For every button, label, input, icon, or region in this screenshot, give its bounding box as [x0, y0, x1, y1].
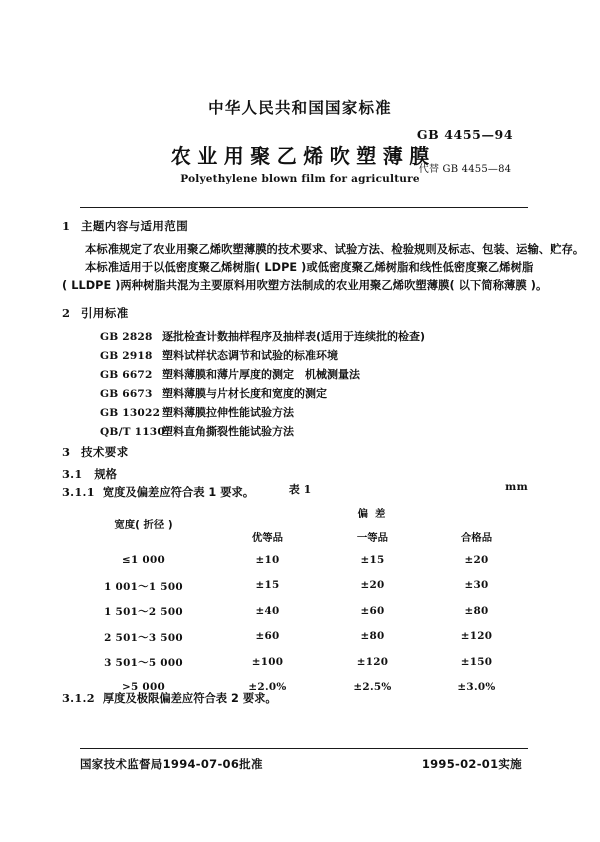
cell-qualified: ±150 [460, 655, 493, 668]
cell-qualified: ±20 [464, 553, 489, 566]
table-row [72, 649, 528, 675]
cell-qualified: ±120 [460, 630, 493, 643]
table-1-caption: 表 1 [288, 483, 312, 496]
clause-3-title: 技术要求 [81, 445, 129, 459]
standard-replaces-note: 代替 GB 4455—84 [418, 164, 512, 175]
reference-item [100, 347, 338, 363]
reference-id: GB 6673 [100, 388, 153, 400]
column-header-qualified: 合格品 [460, 531, 493, 544]
width-deviation-table [72, 499, 528, 700]
cell-excellent: ±10 [255, 553, 280, 566]
implementation-date: 1995-02-01实施 [421, 757, 522, 771]
reference-item [100, 385, 327, 401]
cell-first-grade: ±60 [360, 604, 385, 617]
reference-item [100, 366, 360, 382]
clause-3-1-heading [62, 466, 117, 482]
reference-id: GB 13022 [100, 407, 161, 419]
clause-3-1-number: 3.1 [62, 467, 83, 481]
approval-statement: 国家技术监督局1994-07-06批准 [80, 757, 263, 771]
document-subtitle-english: Polyethylene blown film for agriculture [180, 173, 420, 185]
clause-2-number: 2 [62, 306, 71, 320]
cell-width: 2 501～3 500 [104, 631, 183, 644]
clause-1-number: 1 [62, 219, 71, 233]
cell-excellent: ±15 [255, 579, 280, 592]
cell-width: 1 001～1 500 [104, 580, 183, 593]
clause-3-1-title: 规格 [94, 468, 117, 481]
column-group-header-deviation: 偏差 [357, 507, 393, 520]
table-header-row-1 [72, 499, 528, 525]
cell-first-grade: ±20 [360, 579, 385, 592]
cell-width: >5 000 [121, 681, 166, 694]
clause-2-heading [62, 305, 129, 321]
document-title: 农业用聚乙烯吹塑薄膜 [170, 144, 436, 168]
header-divider-rule [80, 207, 528, 208]
clause-3-1-2-heading [62, 690, 277, 706]
national-standard-label: 中华人民共和国国家标准 [208, 99, 392, 117]
table-row [72, 547, 528, 573]
table-row [72, 624, 528, 650]
clause-2-title: 引用标准 [81, 306, 129, 320]
clause-1-paragraph-2-line-2: ( LLDPE )两种树脂共混为主要原料用吹塑方法制成的农业用聚乙烯吹塑薄膜( 以下简称薄膜 )。 [62, 279, 548, 292]
reference-id: QB/T 1130 [100, 426, 165, 438]
table-row [72, 573, 528, 599]
cell-first-grade: ±15 [360, 553, 385, 566]
reference-title: 塑料直角撕裂性能试验方法 [162, 425, 294, 438]
clause-3-1-1-number: 3.1.1 [62, 485, 95, 499]
cell-width: ≤1 000 [121, 553, 166, 566]
clause-1-title: 主题内容与适用范围 [81, 219, 189, 233]
table-1-unit-label: mm [505, 481, 528, 493]
table-row [72, 598, 528, 624]
column-header-width: 宽度( 折径 ) [114, 518, 173, 531]
cell-first-grade: ±2.5% [353, 681, 392, 694]
cell-width: 3 501～5 000 [104, 657, 183, 670]
clause-3-number: 3 [62, 445, 71, 459]
cell-excellent: ±100 [251, 655, 284, 668]
column-header-excellent: 优等品 [251, 531, 284, 544]
reference-id: GB 6672 [100, 369, 153, 381]
reference-id: GB 2918 [100, 350, 153, 362]
footer-divider-rule [80, 748, 528, 749]
reference-id: GB 2828 [100, 331, 153, 343]
standard-code: GB 4455—94 [416, 127, 514, 142]
cell-excellent: ±60 [255, 630, 280, 643]
cell-width: 1 501～2 500 [104, 606, 183, 619]
reference-title: 塑料薄膜拉伸性能试验方法 [162, 406, 294, 419]
cell-qualified: ±30 [464, 579, 489, 592]
reference-item [100, 328, 425, 344]
reference-item [100, 404, 294, 420]
clause-1-paragraph-2-line-1: 本标准适用于以低密度聚乙烯树脂( LDPE )或低密度聚乙烯树脂和线性低密度聚乙烯树脂 [85, 261, 534, 274]
clause-3-heading [62, 444, 129, 460]
reference-title: 塑料薄膜与片材长度和宽度的测定 [162, 387, 327, 400]
reference-title: 塑料试样状态调节和试验的标准环境 [162, 349, 338, 362]
cell-excellent: ±2.0% [248, 681, 287, 694]
clause-1-heading [62, 218, 188, 234]
cell-excellent: ±40 [255, 604, 280, 617]
reference-item [100, 423, 294, 439]
clause-3-1-2-text: 厚度及极限偏差应符合表 2 要求。 [102, 692, 277, 705]
clause-3-1-2-number: 3.1.2 [62, 691, 95, 705]
cell-first-grade: ±120 [356, 655, 389, 668]
clause-1-paragraph-1: 本标准规定了农业用聚乙烯吹塑薄膜的技术要求、试验方法、检验规则及标志、包装、运输、贮存。 [85, 243, 585, 256]
cell-qualified: ±80 [464, 604, 489, 617]
clause-3-1-1-text: 宽度及偏差应符合表 1 要求。 [102, 486, 255, 499]
column-header-first-grade: 一等品 [356, 531, 389, 544]
cell-qualified: ±3.0% [457, 681, 496, 694]
reference-title: 塑料薄膜和薄片厚度的测定 机械测量法 [162, 368, 360, 381]
reference-title: 逐批检查计数抽样程序及抽样表(适用于连续批的检查) [162, 330, 426, 343]
cell-first-grade: ±80 [360, 630, 385, 643]
